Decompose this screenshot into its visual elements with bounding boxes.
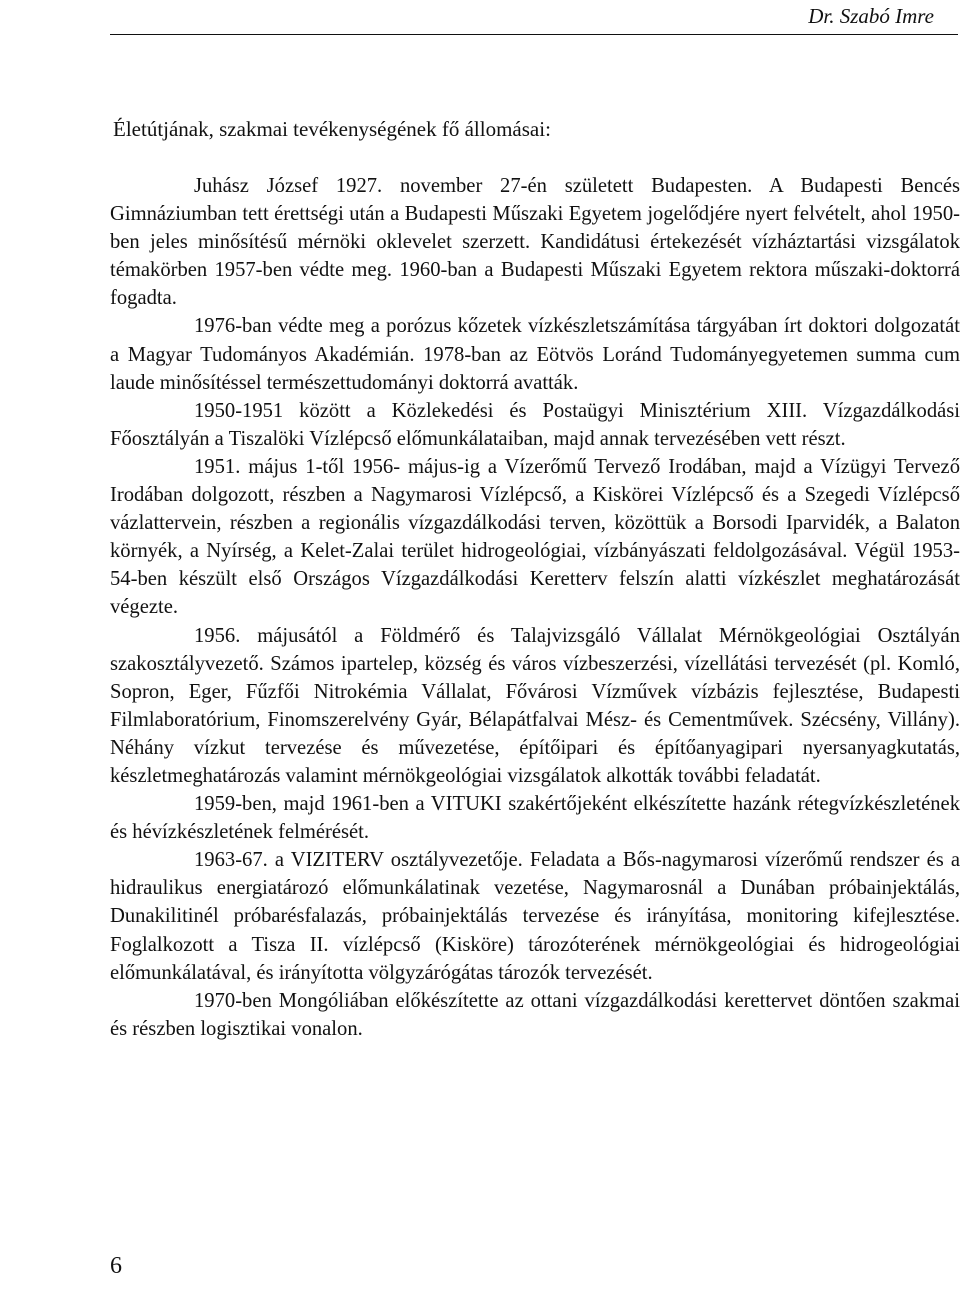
running-header-author: Dr. Szabó Imre [808, 4, 934, 28]
header-rule [110, 34, 958, 35]
paragraph-birth-education: Juhász József 1927. november 27-én született Budapesten. A Budapesti Bencés Gimnáziumban tett érettségi után a Budapesti Műszaki Egyetem jogelődjére nyert felvételt, ahol 1950-ben jeles minősítésű mérnöki oklevelet szerzett. Kandidátusi értekezését vízháztartási vizsgálatok témakörben 1957-ben védte meg. 1960-ban a Budapesti Műszaki Egyetem rektora műszaki-doktorrá fogadta. [110, 175, 960, 310]
paragraph-mongolia: 1970-ben Mongóliában előkészítette az ottani vízgazdálkodási kerettervet döntően szakmai és részben logisztikai vonalon. [110, 989, 960, 1040]
paragraph-doctorate: 1976-ban védte meg a porózus kőzetek vízkészletszámítása tárgyában írt doktori dolgozatát a Magyar Tudományos Akadémián. 1978-ban az Eötvös Loránd Tudományegyetemen summa cum laude minősítéssel természettudományi doktorrá avatták. [110, 315, 960, 394]
section-title: Életútjának, szakmai tevékenységének fő állomásai: [113, 117, 551, 141]
body-text [110, 172, 960, 1043]
paragraph-geology-department: 1956. májusától a Földmérő és Talajvizsgáló Vállalat Mérnökgeológiai Osztályán szakosztályvezető. Számos ipartelep, község és város vízbeszerzési, vízellátási tervezését (pl. Komló, Sopron, Eger, Fűzfői Nitrokémia Vállalat, Fővárosi Vízművek vízbázis fejlesztése, Budapesti Filmlaboratórium, Finomszerelvény Gyár, Bélapátfalvai Mész- és Cementművek. Szécsény, Villány). Néhány vízkut tervezése és művezetése, építőipari és építőanyagipari nyersanyagkutatás, készletmeghatározás valamint mérnökgeológiai vizsgálatok alkották további feladatát. [110, 624, 960, 787]
page-number: 6 [110, 1253, 122, 1279]
paragraph-vituki: 1959-ben, majd 1961-ben a VITUKI szakértőjeként elkészítette hazánk rétegvízkészletének és hévízkészletének felmérését. [110, 793, 960, 844]
paragraph-ministry: 1950-1951 között a Közlekedési és Postaügyi Minisztérium XIII. Vízgazdálkodási Főosztályán a Tiszalöki Vízlépcső előmunkálataiban, majd annak tervezésében vett részt. [110, 399, 960, 450]
paragraph-design-office: 1951. május 1-től 1956- május-ig a Vízerőmű Tervező Irodában, majd a Vízügyi Tervező Irodában dolgozott, részben a Nagymarosi Vízlépcső, a Kiskörei Vízlépcső és a Szegedi Vízlépcső vázlattervein, részben a regionális vízgazdálkodási terven, közöttük a Borsodi Iparvidék, a Balaton környék, a Nyírség, a Kelet-Zalai terület hidrogeológiai, vízbányászati feldolgozásával. Végül 1953-54-ben készült első Országos Vízgazdálkodási Keretterv felszín alatti vízkészlet meghatározását végezte. [110, 455, 960, 619]
paragraph-viziterv: 1963-67. a VIZITERV osztályvezetője. Feladata a Bős-nagymarosi vízerőmű rendszer és a hidraulikus energiatározó előmunkálatinak vezetése, Nagymarosnál a Dunában próbainjektálás, Dunakilitinél próbarésfalazás, próbainjektálás tervezése és irányítása, monitoring kifejlesztése. Foglalkozott a Tisza II. vízlépcső (Kisköre) tározóterének mérnökgeológiai és hidrogeológiai előmunkálatával, és irányította völgyzárógátas tározók tervezését. [110, 849, 960, 984]
